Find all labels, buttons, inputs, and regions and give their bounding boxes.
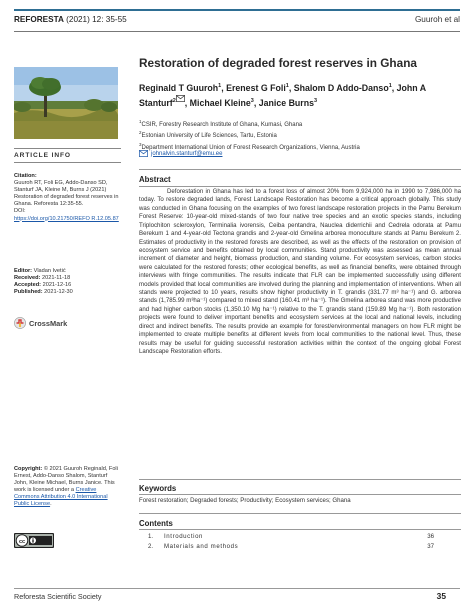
published-line — [14, 289, 121, 296]
license-link[interactable]: Creative Commons Attribution 4.0 International Public License — [14, 487, 108, 508]
copyright-text: © 2021 Guuroh Reginald, Foli Ernest, Addo-Danso Shalom, Stanturf John, Kleine Michael, Burns Janice. This work is licensed under a — [14, 466, 118, 494]
crossmark-icon — [14, 317, 26, 329]
crossmark-label: CrossMark — [29, 318, 68, 328]
author-name: Reginald T Guuroh — [139, 82, 219, 93]
affiliation-list — [139, 118, 461, 152]
cc-by-badge[interactable] — [14, 533, 54, 548]
author-affiliation-marker: 1 — [285, 83, 289, 89]
contents-heading: Contents — [139, 519, 173, 528]
accepted-label: Accepted: — [14, 282, 42, 289]
cc-license-icon — [14, 533, 54, 548]
abstract-heading: Abstract — [139, 175, 171, 184]
received-label: Received: — [14, 275, 41, 282]
author-affiliation-marker: 1 — [388, 83, 392, 89]
citation-label: Citation: — [14, 173, 37, 179]
author-separator: , — [253, 98, 259, 109]
toc-row[interactable] — [148, 533, 434, 543]
citation-block — [14, 173, 121, 223]
author-name: Erenest G Foli — [226, 82, 286, 93]
keywords-text: Forest restoration; Degraded forests; Productivity; Ecosystem services; Ghana — [139, 497, 351, 504]
affiliation-text: CSIR, Forestry Research Institute of Ghana, Kumasi, Ghana — [141, 122, 303, 128]
author-list — [139, 80, 461, 110]
corresponding-author-icon — [176, 95, 185, 102]
received-line — [14, 275, 121, 282]
copyright-end: . — [50, 501, 52, 508]
citation-text: Guuroh RT, Foli EG, Addo-Danso SD, Stanturf JA, Kleine M, Burns J (2021) Restoration of degraded forest reserves in Ghana. Reforesta 12:35-55. — [14, 180, 119, 208]
published-label: Published: — [14, 289, 43, 296]
affiliation-line — [139, 118, 461, 129]
editor-line — [14, 268, 121, 275]
abstract-rule-under — [139, 186, 461, 187]
author-name: Janice Burns — [258, 98, 314, 109]
toc-title: Introduction — [164, 533, 204, 540]
toc-title: Materials and methods — [164, 543, 239, 550]
journal-citation — [14, 15, 127, 24]
toc-page: 36 — [427, 533, 434, 540]
affiliation-marker: 3 — [139, 141, 142, 147]
copyright-label: Copyright: — [14, 466, 43, 472]
author-separator: , — [288, 82, 294, 93]
running-header — [14, 15, 460, 29]
editor-label: Editor: — [14, 268, 33, 274]
running-author: Guuroh et al — [414, 15, 460, 24]
page-number: 35 — [436, 591, 446, 601]
svg-text:cc: cc — [18, 539, 26, 545]
author-separator: , — [184, 98, 190, 109]
affiliation-text: Department International Union of Forest Research Organizations, Vienna, Austria — [141, 144, 360, 151]
forest-photo — [14, 67, 118, 139]
author-affiliation-marker: 3 — [314, 98, 318, 105]
doi-link[interactable]: https://doi.org/10.21750/REFO R.12.05.87 — [14, 215, 119, 222]
abstract-rule-top — [139, 169, 461, 170]
article-title: Restoration of degraded forest reserves in Ghana — [139, 56, 417, 70]
email-icon — [139, 150, 148, 157]
author-name: Shalom D Addo-Danso — [293, 82, 389, 93]
abstract-text: Deforestation in Ghana has led to a forest loss of almost 20% from 9,924,000 ha in 1990 to 7,986,000 ha today. To restore degraded lands, Forest Landscape Restoration has become a critical approach globally. This study was conducted in Ghana focusing on the examples of two forest landscape restoration projects in the Pamu Berekum Forest Reserve: 10-year-old mixed-stands of two four native tree species and an exotic species stands, including Triplochiton scleroxylon, Terminalia ivorensis, Ceiba pentandra, Nauclea diderrichii and Cedrela odorata at Pamu Berekum 1 and 4-year-old Tectona grandis and 2-year-old Gmelina arborea monoculture stands at Pamu Berekum 2. Estimates of productivity in the restored forests are described, as well as the effects of the restoration on provision of ecosystem service and benefits obtained by local communities. Stand productivity was assessed as mean annual increment of diameter and height, biomass production, and standing volume. For ecosystem services, carbon stocks were calculated for the restored forests; other ecological benefits, as well as financial benefits, were obtained through interviews with fringe communities. The results indicate that FLR can be implemented successfully using different models provided that local communities are involved during the planning and implementation of interventions. When all stands were projected to 10 years, results show higher productivity in T. grandis (331.77 m³ ha⁻¹) and G. arborea stands (1,785.99 m³ha⁻¹) compared to mixed stand (160.41 m³ ha⁻¹). The Gmelina arborea stand was more productive and had higher carbon stocks (1,350.10 Mg ha⁻¹) relative to the T. grandis stand (159.89 Mg ha⁻¹). Both restoration projects were found to deliver important benefits and ecosystem services at the local and national levels, including direct and indirect benefits. The results provide an example for forest/environmental managers on how FLR might be implemented to create multiple benefits at different levels from local communities to the national level. Thus, these results may be useful for guiding successful restoration activities within the context of the ongoing global Forest Landscape Restoration efforts. — [139, 188, 461, 356]
header-rule — [14, 31, 460, 32]
author-separator: , — [391, 82, 397, 93]
affiliation-line — [139, 129, 461, 140]
footer-rule — [14, 588, 460, 589]
contents-rule-under — [139, 529, 461, 530]
keywords-rule-top — [139, 479, 461, 480]
contents-rule-top — [139, 513, 461, 514]
author-affiliation-marker: 3 — [250, 98, 254, 105]
toc-num: 1. — [148, 533, 154, 540]
copyright-block — [14, 466, 121, 509]
corresponding-email[interactable] — [139, 150, 461, 157]
toc-num: 2. — [148, 543, 154, 550]
affiliation-marker: 1 — [139, 119, 142, 124]
published-value: 2021-12-30 — [42, 289, 73, 296]
table-of-contents — [148, 533, 434, 553]
author-affiliation-marker: 2 — [172, 98, 176, 105]
journal-name: REFORESTA — [14, 15, 64, 24]
journal-volume-info: (2021) 12: 35-55 — [63, 15, 127, 24]
affiliation-text: Estonian University of Life Sciences, Tartu, Estonia — [141, 133, 277, 140]
author-name: John A Stanturf — [139, 82, 426, 109]
doi-label: DOI: — [14, 208, 26, 215]
article-info-rule-top — [14, 148, 121, 149]
author-affiliation-marker: 1 — [218, 83, 222, 89]
accepted-line — [14, 282, 121, 289]
dates-block — [14, 268, 121, 296]
author-name: Michael Kleine — [189, 98, 251, 109]
toc-row[interactable] — [148, 543, 434, 553]
author-separator: , — [221, 82, 227, 93]
received-value: 2021-11-18 — [40, 275, 71, 282]
affiliation-marker: 2 — [139, 130, 142, 136]
keywords-rule-under — [139, 494, 461, 495]
footer-society: Reforesta Scientific Society — [14, 592, 102, 601]
article-info-heading: ARTICLE INFO — [14, 152, 71, 159]
header-accent-line — [14, 9, 460, 11]
keywords-heading: Keywords — [139, 484, 177, 493]
accepted-value: 2021-12-16 — [41, 282, 72, 289]
toc-page: 37 — [427, 543, 434, 550]
article-info-rule-bottom — [14, 162, 121, 163]
email-address[interactable]: johnalvin.stanturf@emu.ee — [151, 150, 223, 157]
editor-value: Vladan Ivetić — [32, 268, 66, 274]
crossmark-badge[interactable] — [14, 316, 84, 330]
